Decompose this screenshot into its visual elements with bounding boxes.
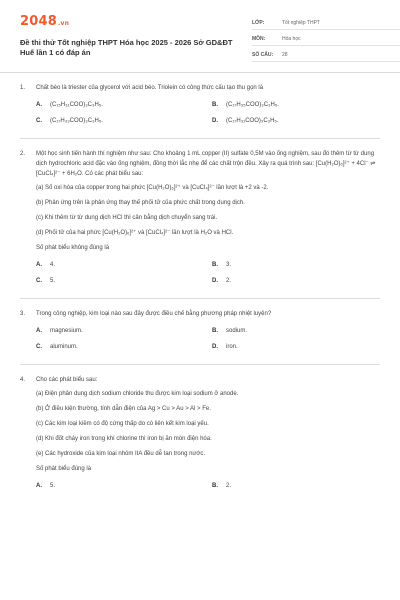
question-number: 3. <box>20 311 26 317</box>
option-text: iron. <box>226 344 238 350</box>
option-text: (C₁₅H₃₁COO)₃C₃H₅. <box>50 102 103 108</box>
option-c[interactable] <box>36 277 204 286</box>
question-prompt: Số phát biểu không đúng là <box>36 245 110 251</box>
answer-options <box>20 482 380 491</box>
statement-item: (a) Số oxi hóa của copper trong hai phức [Cu(H₂O)₆]²⁺ và [CuCl₄]²⁻ lần lượt là +2 và -2. <box>36 185 269 191</box>
statement-item: (b) Ở điều kiện thường, tính dẫn điện của Ag > Cu > Au > Al > Fe. <box>36 406 211 412</box>
question-text: Cho các phát biểu sau: <box>36 377 98 383</box>
option-text: 4. <box>50 262 56 268</box>
option-b[interactable] <box>212 261 380 270</box>
option-text: 2. <box>226 278 232 284</box>
statement-list <box>20 184 380 238</box>
option-text: 5. <box>50 278 56 284</box>
logo-number: 2048 <box>20 14 57 29</box>
answer-options <box>20 261 380 286</box>
option-c[interactable] <box>36 117 204 126</box>
exam-header <box>20 14 380 66</box>
option-letter: B. <box>212 262 218 268</box>
option-d[interactable] <box>212 117 380 126</box>
option-text: 5. <box>50 483 56 489</box>
option-text: 3. <box>226 262 232 268</box>
option-text: magnesium. <box>50 328 83 334</box>
statement-item: (b) Phản ứng trên là phản ứng thay thế phối tử của phức chất trong dung dịch. <box>36 200 245 206</box>
meta-label: MÔN: <box>252 36 266 42</box>
option-text: (C₁₇H₃₅COO)₃C₃H₅. <box>226 102 279 108</box>
question-prompt: Số phát biểu đúng là <box>36 466 92 472</box>
meta-value: 28 <box>282 52 288 58</box>
site-logo[interactable] <box>20 14 69 29</box>
option-text: aluminum. <box>50 344 78 350</box>
question-1 <box>20 73 380 132</box>
option-c[interactable] <box>36 343 204 352</box>
exam-title: Đề thi thử Tốt nghiệp THPT Hóa học 2025 - 2026 Sở GD&ĐT Huế lần 1 có đáp án <box>20 38 233 57</box>
option-letter: A. <box>36 483 42 489</box>
question-text: Trong công nghiệp, kim loại nào sau đây được điều chế bằng phương pháp nhiệt luyện? <box>36 311 272 317</box>
question-number: 4. <box>20 377 26 383</box>
option-letter: C. <box>36 344 42 350</box>
option-a[interactable] <box>36 327 204 336</box>
question-number: 1. <box>20 85 26 91</box>
option-letter: C. <box>36 278 42 284</box>
question-text: Một học sinh tiến hành thí nghiệm như sau: Cho khoảng 1 mL copper (II) sulfate 0,5M vào ống nghiệm, sau đó thêm từ từ dung dịch hydrochloric acid đặc vào ống nghiệm, đồng thời lắc nhẹ để các chất trộn đều. Xảy ra quá trình sau: [Cu(H₂O)₆]²⁺ + 4Cl⁻ ⇌ [CuCl₄]²⁻ + 6H₂O. Có các phát biểu sau: <box>36 151 376 177</box>
meta-row-subject <box>252 33 400 46</box>
question-3 <box>20 299 380 358</box>
question-text: Chất béo là triester của glycerol với acid béo. Triolein có công thức cấu tạo thu gọn là <box>36 85 264 91</box>
logo-domain: .vn <box>57 20 70 27</box>
option-letter: B. <box>212 483 218 489</box>
statement-list <box>20 390 380 459</box>
statement-item: (d) Khi đốt cháy iron trong khí chlorine thì iron bị ăn mòn điện hóa. <box>36 436 212 442</box>
option-text: (C₁₇H₃₁COO)₃C₃H₅. <box>226 118 279 124</box>
option-d[interactable] <box>212 343 380 352</box>
question-4 <box>20 365 380 497</box>
meta-label: SỐ CÂU: <box>252 52 274 58</box>
option-letter: A. <box>36 328 42 334</box>
option-letter: D. <box>212 278 218 284</box>
option-letter: A. <box>36 262 42 268</box>
meta-row-class <box>252 17 400 30</box>
statement-item: (c) Khi thêm từ từ dung dịch HCl thì cân bằng dịch chuyển sang trái. <box>36 215 218 221</box>
answer-options <box>20 327 380 352</box>
option-letter: D. <box>212 344 218 350</box>
option-text: sodium. <box>226 328 248 334</box>
meta-label: LỚP: <box>252 20 265 26</box>
exam-meta <box>252 17 400 65</box>
option-letter: A. <box>36 102 42 108</box>
option-d[interactable] <box>212 277 380 286</box>
option-letter: B. <box>212 102 218 108</box>
meta-value: Tốt nghiệp THPT <box>282 20 320 26</box>
statement-item: (e) Các hydroxide của kim loại nhóm IIA đều dễ tan trong nước. <box>36 451 206 457</box>
option-letter: D. <box>212 118 218 124</box>
option-a[interactable] <box>36 261 204 270</box>
option-a[interactable] <box>36 101 204 110</box>
statement-item: (a) Điện phân dung dịch sodium chloride thu được kim loại sodium ở anode. <box>36 391 239 397</box>
option-text: (C₁₇H₃₃COO)₃C₃H₅. <box>50 118 103 124</box>
option-b[interactable] <box>212 482 380 491</box>
option-a[interactable] <box>36 482 204 491</box>
answer-options <box>20 101 380 126</box>
question-number: 2. <box>20 151 26 157</box>
meta-row-question-count <box>252 49 400 62</box>
meta-value: Hóa học <box>282 36 301 42</box>
statement-item: (c) Các kim loại kiềm có độ cứng thấp do có liên kết kim loại yếu. <box>36 421 209 427</box>
option-letter: B. <box>212 328 218 334</box>
option-letter: C. <box>36 118 42 124</box>
question-2 <box>20 139 380 292</box>
option-b[interactable] <box>212 101 380 110</box>
option-text: 2. <box>226 483 232 489</box>
statement-item: (d) Phối tử của hai phức [Cu(H₂O)₆]²⁺ và [CuCl₄]²⁻ lần lượt là H₂O và HCl. <box>36 230 234 236</box>
option-b[interactable] <box>212 327 380 336</box>
